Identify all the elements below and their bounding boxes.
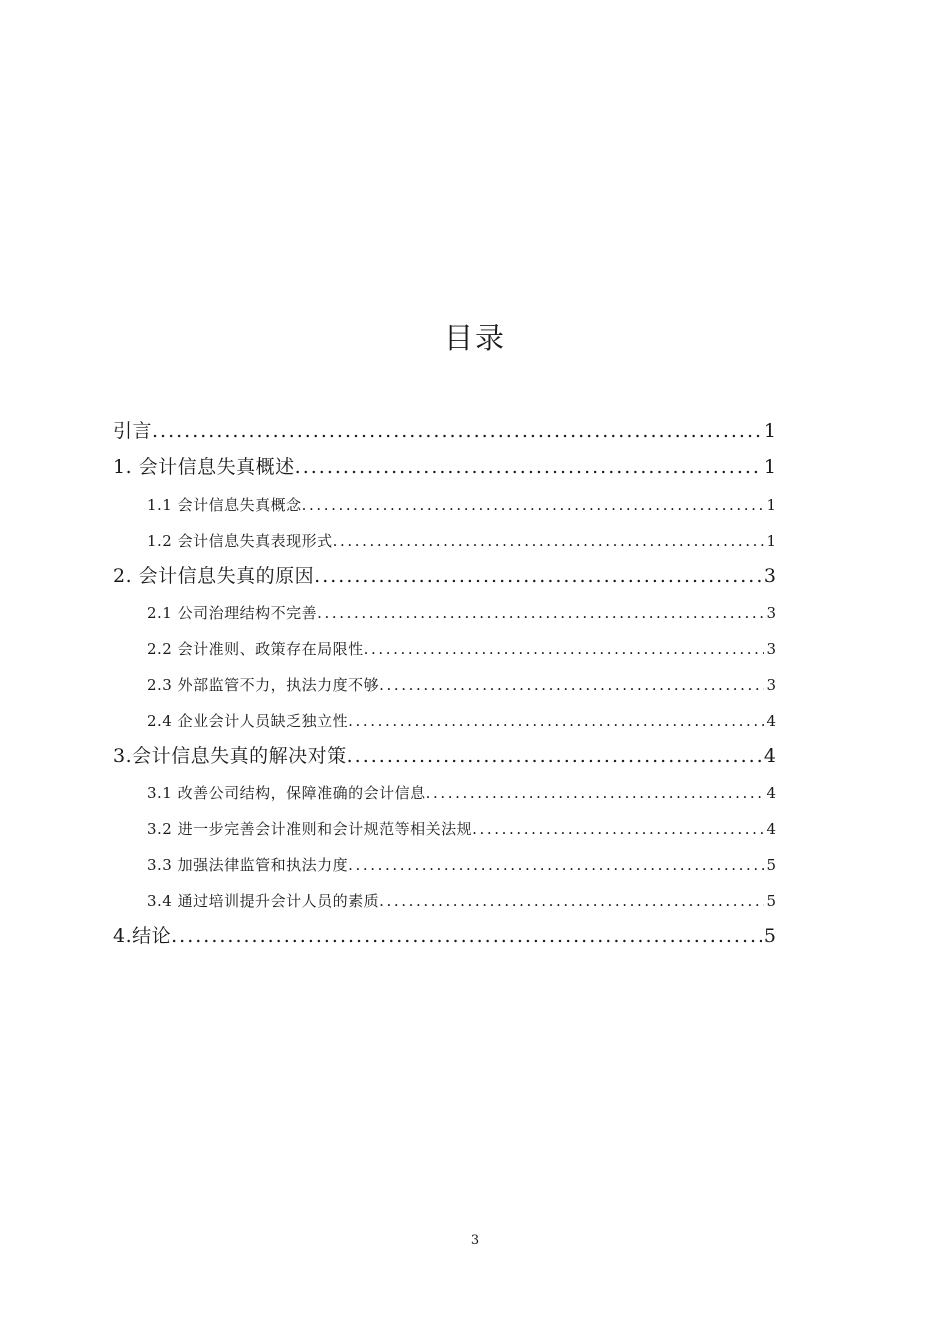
toc-entry-section-1-1[interactable]: [147, 494, 776, 516]
toc-entry-page: 1: [763, 420, 776, 442]
toc-entry-page: 4: [766, 784, 776, 802]
toc-entry-label: 2.2 会计准则、政策存在局限性: [147, 640, 364, 658]
dot-leader: [472, 818, 764, 840]
dot-leader: [348, 854, 764, 876]
toc-entry-page: 3: [766, 604, 776, 622]
toc-entry-label: 引言: [113, 420, 153, 442]
toc-entry-page: 4: [763, 745, 776, 767]
toc-entry-page: 5: [766, 856, 776, 874]
toc-entry-page: 3: [766, 676, 776, 694]
toc-entry-page: 3: [766, 640, 776, 658]
dot-leader: [333, 530, 765, 552]
dot-leader: [152, 418, 762, 444]
toc-entry-section-2-1[interactable]: [147, 602, 776, 624]
dot-leader: [364, 638, 765, 660]
toc-entry-introduction[interactable]: [113, 418, 776, 444]
page-number: 3: [470, 1233, 480, 1248]
dot-leader: [317, 602, 764, 624]
toc-entry-page: 4: [766, 712, 776, 730]
dot-leader: [171, 923, 762, 949]
toc-entry-section-3-2[interactable]: [147, 818, 776, 840]
toc-entry-page: 5: [766, 892, 776, 910]
toc-entry-page: 3: [763, 565, 776, 587]
toc-entry-label: 2. 会计信息失真的原因: [113, 565, 315, 587]
dot-leader: [314, 563, 762, 589]
toc-title: 目录: [443, 321, 506, 355]
toc-entry-section-3-4[interactable]: [147, 890, 776, 912]
toc-entry-section-1-2[interactable]: [147, 530, 776, 552]
toc-entry-label: 4.结论: [113, 925, 172, 947]
toc-entry-page: 1: [766, 496, 776, 514]
toc-entry-label: 3.2 进一步完善会计准则和会计规范等相关法规: [147, 820, 473, 838]
toc-entry-section-2-3[interactable]: [147, 674, 776, 696]
toc-entry-label: 2.3 外部监管不力，执法力度不够: [147, 676, 380, 694]
toc-entry-label: 1.2 会计信息失真表现形式: [147, 532, 333, 550]
toc-entry-section-3[interactable]: [113, 743, 776, 769]
toc-entry-label: 2.4 企业会计人员缺乏独立性: [147, 712, 349, 730]
toc-entry-page: 1: [763, 456, 776, 478]
toc-entry-section-3-3[interactable]: [147, 854, 776, 876]
toc-entry-section-3-1[interactable]: [147, 782, 776, 804]
toc-entry-page: 1: [766, 532, 776, 550]
toc-entry-section-2-4[interactable]: [147, 710, 776, 732]
toc-entry-conclusion[interactable]: [113, 923, 776, 949]
toc-entry-label: 3.1 改善公司结构，保障准确的会计信息: [147, 784, 426, 802]
dot-leader: [348, 710, 764, 732]
toc-entry-section-2-2[interactable]: [147, 638, 776, 660]
toc-entry-label: 3.3 加强法律监管和执法力度: [147, 856, 349, 874]
dot-leader: [426, 782, 765, 804]
toc-entry-label: 1. 会计信息失真概述: [113, 456, 295, 478]
toc-entry-page: 5: [763, 925, 776, 947]
toc-entry-section-2[interactable]: [113, 563, 776, 589]
toc-entry-label: 3.会计信息失真的解决对策: [113, 745, 347, 767]
toc-entry-label: 3.4 通过培训提升会计人员的素质: [147, 892, 380, 910]
toc-entry-page: 4: [766, 820, 776, 838]
dot-leader: [302, 494, 765, 516]
dot-leader: [347, 743, 762, 769]
dot-leader: [379, 674, 764, 696]
toc-entry-label: 1.1 会计信息失真概念: [147, 496, 302, 514]
dot-leader: [295, 454, 762, 480]
dot-leader: [379, 890, 764, 912]
toc-entry-label: 2.1 公司治理结构不完善: [147, 604, 318, 622]
toc-entry-section-1[interactable]: [113, 454, 776, 480]
